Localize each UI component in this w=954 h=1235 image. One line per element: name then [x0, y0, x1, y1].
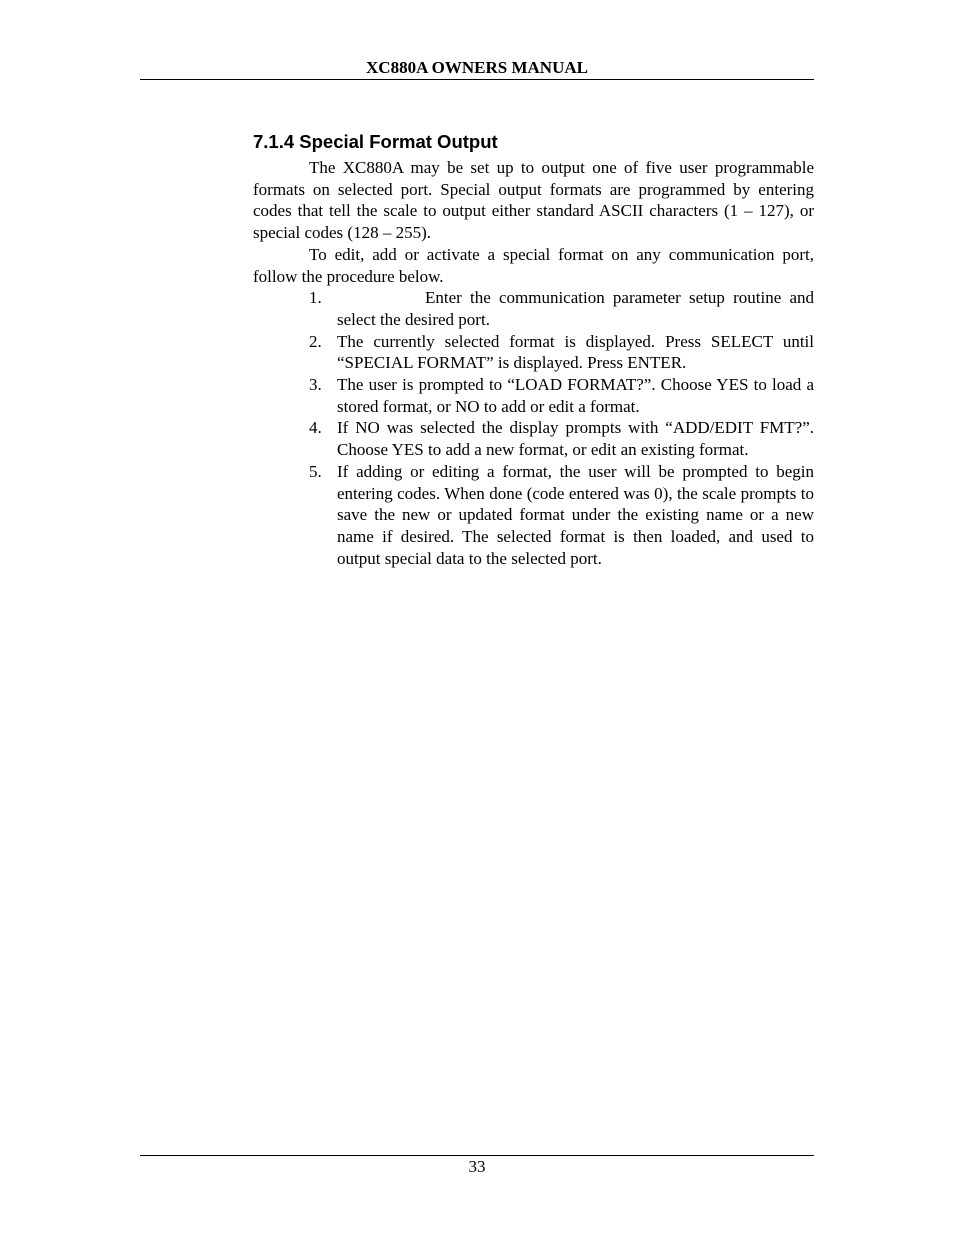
step-number: 4.	[309, 418, 322, 438]
intro-paragraph: The XC880A may be set up to output one of five user programmable formats on selected port. Special output formats are programmed by entering codes that tell the scale to output either standard ASCII characters (1 – 127), or special codes (128 – 255).	[253, 158, 814, 243]
document-title: XC880A OWNERS MANUAL	[366, 58, 588, 77]
header-divider	[140, 79, 814, 80]
step-text: If NO was selected the display prompts with “ADD/EDIT FMT?”. Choose YES to add a new format, or edit an existing format.	[337, 418, 814, 460]
step-number: 3.	[309, 375, 322, 395]
step-text: The user is prompted to “LOAD FORMAT?”. Choose YES to load a stored format, or NO to add or edit a format.	[337, 375, 814, 416]
step-number: 5.	[309, 461, 322, 481]
procedure-steps	[253, 287, 814, 569]
list-item	[309, 417, 814, 460]
procedure-paragraph: To edit, add or activate a special format on any communication port, follow the procedure below.	[253, 244, 814, 286]
step-number: 2.	[309, 331, 322, 351]
page-number: 33	[468, 1157, 486, 1176]
step-text: The currently selected format is displayed. Press SELECT until “SPECIAL FORMAT” is displayed. Press ENTER.	[337, 331, 814, 373]
list-item	[309, 287, 814, 330]
page-content	[253, 130, 814, 569]
step-text: If adding or editing a format, the user will be prompted to begin entering codes. When done (code entered was 0), the scale prompts to save the new or updated format under the existing name or a new name if desired. The selected format is then loaded, and used to output special data to the selected port.	[337, 461, 814, 568]
list-item	[309, 461, 814, 570]
section-heading: 7.1.4 Special Format Output	[253, 131, 498, 152]
list-item	[309, 374, 814, 417]
step-text: Enter the communication parameter setup routine and select the desired port.	[337, 288, 814, 329]
step-number: 1.	[309, 288, 322, 308]
list-item	[309, 331, 814, 374]
